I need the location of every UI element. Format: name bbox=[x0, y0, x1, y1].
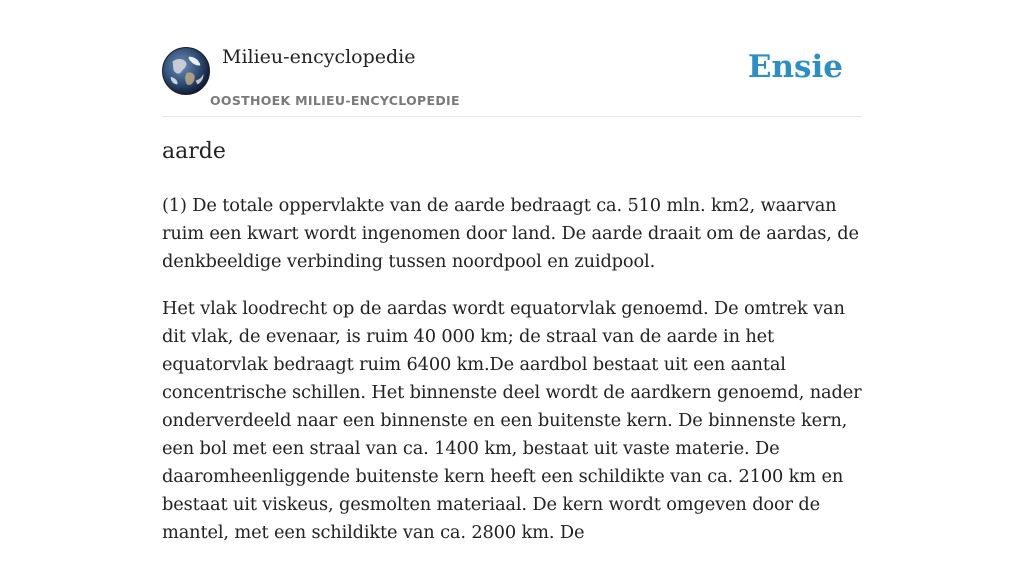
entry-paragraph: (1) De totale oppervlakte van de aarde bedraagt ca. 510 mln. km2, waarvan ruim een kwart wordt ingenomen door land. De aarde draait om de aardas, de denkbeeldige verbinding tussen noordpool en zuidpool. bbox=[162, 195, 859, 272]
earth-globe-icon[interactable] bbox=[162, 47, 210, 95]
entry-paragraph: Het vlak loodrecht op de aardas wordt equatorvlak genoemd. De omtrek van dit vlak, de evenaar, is ruim 40 000 km; de straal van de aarde in het equatorvlak bedraagt ruim 6400 km.De aardbol bestaat uit een aantal concentrische schillen. Het binnenste deel wordt de aardkern genoemd, nader onderverdeeld naar een binnenste en een buitenste kern. De binnenste kern, een bol met een straal van ca. 1400 km, bestaat uit vaste materie. De daaromheenliggende buitenste kern heeft een schildikte van ca. 2100 km en bestaat uit viskeus, gesmolten materiaal. De kern wordt omgeven door de mantel, met een schildikte van ca. 2800 km. De bbox=[162, 298, 862, 543]
site-header bbox=[162, 0, 862, 117]
ensie-brand-logo[interactable]: Ensie bbox=[747, 49, 843, 85]
publisher-label: OOSTHOEK MILIEU-ENCYCLOPEDIE bbox=[210, 93, 460, 108]
site-title-link[interactable]: Milieu-encyclopedie bbox=[222, 46, 416, 68]
entry-body bbox=[162, 192, 862, 566]
page-container bbox=[162, 0, 862, 543]
entry-title: aarde bbox=[162, 139, 226, 164]
